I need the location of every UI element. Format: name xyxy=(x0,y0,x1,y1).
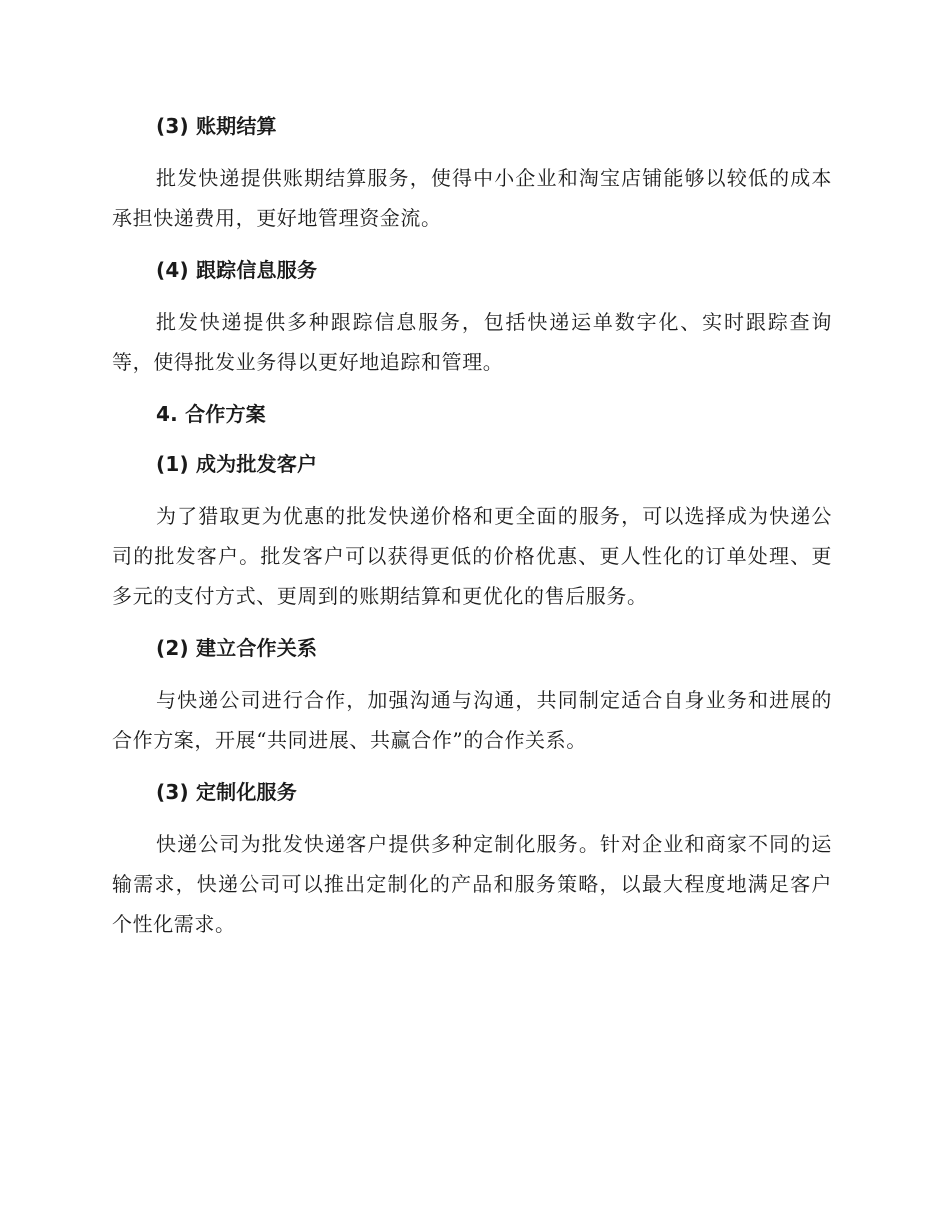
paragraph-wholesale-customer: 为了猎取更为优惠的批发快递价格和更全面的服务，可以选择成为快递公司的批发客户。批发客户可以获得更低的价格优惠、更人性化的订单处理、更多元的支付方式、更周到的账期结算和更优化的售后服务。 xyxy=(112,504,832,608)
paragraph-tracking: 批发快递提供多种跟踪信息服务，包括快递运单数字化、实时跟踪查询等，使得批发业务得以更好地追踪和管理。 xyxy=(112,310,832,374)
spacer xyxy=(112,616,832,630)
spacer xyxy=(112,666,832,680)
spacer xyxy=(112,482,832,496)
spacer xyxy=(112,238,832,252)
section-heading-wholesale-customer: (1) 成为批发客户 xyxy=(156,452,318,476)
paragraph-billing: 批发快递提供账期结算服务，使得中小企业和淘宝店铺能够以较低的成本承担快递费用，更好地管理资金流。 xyxy=(112,166,832,230)
paragraph-customization: 快递公司为批发快递客户提供多种定制化服务。针对企业和商家不同的运输需求，快递公司可以推出定制化的产品和服务策略，以最大程度地满足客户个性化需求。 xyxy=(112,832,832,936)
section-heading-cooperation-plan: 4. 合作方案 xyxy=(156,402,266,426)
section-heading-tracking: (4) 跟踪信息服务 xyxy=(156,258,318,282)
document-page xyxy=(112,108,832,944)
section-heading-customization: (3) 定制化服务 xyxy=(156,780,297,804)
spacer xyxy=(112,144,832,158)
paragraph-partnership: 与快递公司进行合作，加强沟通与沟通，共同制定适合自身业务和进展的合作方案，开展“共同进展、共赢合作”的合作关系。 xyxy=(112,688,832,752)
spacer xyxy=(112,382,832,396)
spacer xyxy=(112,288,832,302)
section-heading-billing: (3) 账期结算 xyxy=(156,114,277,138)
spacer xyxy=(112,760,832,774)
spacer xyxy=(112,432,832,446)
section-heading-partnership: (2) 建立合作关系 xyxy=(156,636,318,660)
spacer xyxy=(112,810,832,824)
